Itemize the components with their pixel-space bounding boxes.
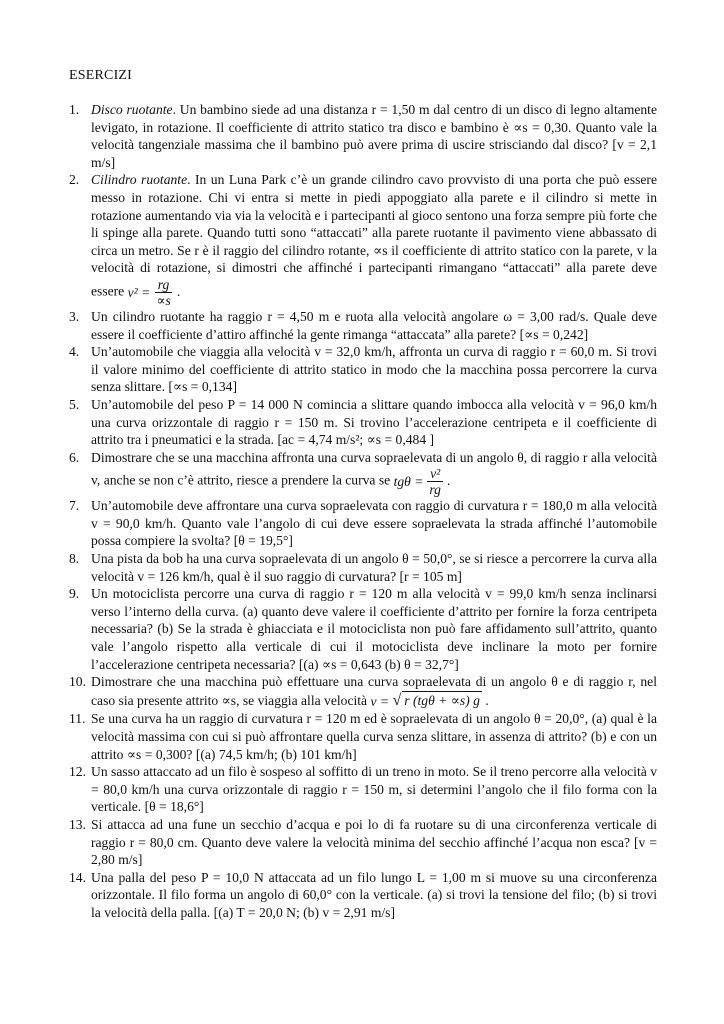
exercise-item — [69, 710, 657, 763]
formula-lhs: v = — [370, 693, 390, 709]
exercise-number: 9. — [69, 586, 80, 602]
exercise-number: 2. — [69, 172, 80, 188]
formula-lhs: v² = — [127, 284, 151, 300]
exercise-item — [69, 673, 657, 710]
exercise-text: Una palla del peso P = 10,0 N attaccata ad un filo lungo L = 1,00 m si muove su una circonferenza orizzontale. Il filo forma un angolo di 60,0° con la verticale. (a) si trovi la tensione del filo; (b) si trovi la velocità della palla. [(a) T = 20,0 N; (b) v = 2,91 m/s] — [91, 869, 657, 921]
exercise-number: 12. — [69, 764, 86, 780]
exercise-title: Disco ruotante — [91, 102, 173, 117]
formula-tail: . — [485, 692, 489, 708]
fraction-denominator: rg — [429, 482, 441, 498]
exercise-text: . In un Luna Park c’è un grande cilindro cavo provvisto di una porta che può essere messo in rotazione. Chi vi entra si mette in piedi appoggiato alla parete e il cilindro si mette in rotazione aumentando via via la velocità e i partecipanti al gioco sentono una forza sempre più forte che li spinge alla parete. Quando tutti sono “attaccati” alla parete ruotante il pavimento viene abbassato di circa un metro. Se r è il raggio del cilindro rotante, ∝s il coefficiente di attrito statico con la parete, v la velocità di rotazione, si dimostri che affinché i partecipanti rimangano “attaccati” alla parete deve essere — [91, 172, 657, 299]
exercise-number: 11. — [69, 711, 86, 727]
formula-lhs: tgθ = — [393, 473, 424, 489]
exercise-item — [69, 497, 657, 550]
exercise-number: 1. — [69, 102, 80, 117]
exercise-item — [69, 171, 657, 308]
exercise-item — [69, 816, 657, 869]
exercise-number: 8. — [69, 551, 80, 567]
exercise-text: Dimostrare che se una macchina affronta una curva sopraelevata di un angolo θ, di raggio r alla velocità v, anche se non c’è attrito, riesce a prendere la curva se — [91, 449, 657, 488]
exercise-text: Si attacca ad una fune un secchio d’acqua e poi lo di fa ruotare su di una circonferenza verticale di raggio r = 80,0 cm. Quanto deve valere la velocità minima del secchio affinché l’acqua non esca? [v = 2,80 m/s] — [91, 817, 657, 868]
exercise-text: Un motociclista percorre una curva di raggio r = 120 m alla velocità v = 99,0 km/h senza inclinarsi verso l’interno della curva. (a) quanto deve valere il coefficiente d’attrito per fornire la forza centripeta necessaria? (b) Se la strada è ghiacciata e il motociclista non può fare affidamento sull’attrito, quanto vale l’angolo rispetto alla verticale di cui il motociclista deve inclinare la moto per fornire l’accelerazione centripeta necessaria? [(a) ∝s = 0,643 (b) θ = 32,7°] — [91, 586, 657, 672]
exercise-item — [69, 550, 657, 585]
exercise-text: Un sasso attaccato ad un filo è sospeso al soffitto di un treno in moto. Se il treno percorre alla velocità v = 80,0 km/h una curva orizzontale di raggio r = 150 m, si determini l’angolo che il filo forma con la verticale. [θ = 18,6°] — [91, 764, 657, 815]
exercise-text: Un’automobile deve affrontare una curva sopraelevata con raggio di curvatura r = 180,0 m alla velocità v = 90,0 km/h. Quanto vale l’angolo di cui deve essere sopraelevata la strada affinché l’automobile possa compiere la svolta? [θ = 19,5°] — [91, 498, 657, 549]
fraction — [153, 277, 174, 308]
exercise-text: Se una curva ha un raggio di curvatura r = 120 m ed è sopraelevata di un angolo θ = 20,0°, (a) qual è la velocità massima con cui si può affrontare quella curva senza slittare, in assenza di attrito? (b) e con un attrito ∝s = 0,300? [(a) 74,5 km/h; (b) 101 km/h] — [91, 711, 657, 762]
exercise-item — [69, 101, 657, 171]
exercise-item — [69, 343, 657, 396]
exercise-text: . Un bambino siede ad una distanza r = 1,50 m dal centro di un disco di legno altamente levigato, in rotazione. Il coefficiente di attrito statico tra disco e bambino è ∝s = 0,30. Quanto vale la velocità tangenziale massima che il bambino può avere prima di uscire strisciando dal disco? [v = 2,1 m/s] — [91, 102, 657, 170]
formula — [127, 276, 181, 308]
exercise-number: 7. — [69, 498, 80, 514]
formula-tail: . — [176, 283, 181, 299]
page-heading: ESERCIZI — [69, 68, 133, 83]
exercise-item — [69, 449, 657, 498]
formula — [393, 466, 451, 498]
exercise-number: 3. — [69, 308, 80, 324]
exercise-item — [69, 585, 657, 673]
exercise-text: Un cilindro ruotante ha raggio r = 4,50 m e ruota alla velocità angolare ω = 3,00 rad/s. Quale deve essere il coefficiente d’attiro affinché la gente rimanga “attaccata” alla parete? [∝s = 0,242] — [91, 308, 657, 342]
fraction-numerator: v² — [427, 466, 443, 482]
exercise-text: Una pista da bob ha una curva sopraelevata di un angolo θ = 50,0°, se si riesce a percorrere la curva alla velocità v = 126 km/h, qual è il suo raggio di curvatura? [r = 105 m] — [91, 551, 657, 584]
exercise-title: Cilindro ruotante — [91, 172, 188, 188]
fraction — [426, 466, 444, 497]
exercise-item — [69, 396, 657, 449]
sqrt-symbol: √ — [392, 691, 402, 709]
formula-tail: . — [446, 472, 451, 488]
exercise-text: Un’automobile del peso P = 14 000 N comincia a slittare quando imbocca alla velocità v = 96,0 km/h una curva orizzontale di raggio r = 150 m. Si trovino l’accelerazione centripeta e il coefficiente di attrito tra i pneumatici e la strada. [ac = 4,74 m/s²; ∝s = 0,484 ] — [91, 396, 657, 448]
exercise-number: 10. — [69, 674, 86, 690]
exercise-number: 5. — [69, 396, 80, 412]
exercise-number: 4. — [69, 344, 80, 360]
sqrt-radicand: r (tgθ + ∝s) g — [404, 692, 480, 708]
exercise-item — [69, 308, 657, 343]
formula — [370, 693, 488, 708]
exercise-text: Un’automobile che viaggia alla velocità v = 32,0 km/h, affronta un curva di raggio r = 60,0 m. Si trovi il valore minimo del coefficiente di attrito statico in modo che la macchina possa percorrere la curva senza slittare. [∝s = 0,134] — [91, 344, 657, 395]
exercise-item — [69, 763, 657, 816]
exercise-item — [69, 869, 657, 922]
exercise-list — [69, 101, 657, 922]
exercise-number: 6. — [69, 449, 80, 465]
fraction-numerator: rg — [155, 277, 173, 293]
exercise-text: Dimostrare che una macchina può effettuare una curva sopraelevata di un angolo θ e di raggio r, nel caso sia presente attrito ∝s, se viaggia alla velocità — [91, 674, 657, 708]
exercise-number: 14. — [69, 869, 86, 885]
exercise-number: 13. — [69, 817, 86, 833]
fraction-denominator: ∝s — [156, 292, 171, 308]
